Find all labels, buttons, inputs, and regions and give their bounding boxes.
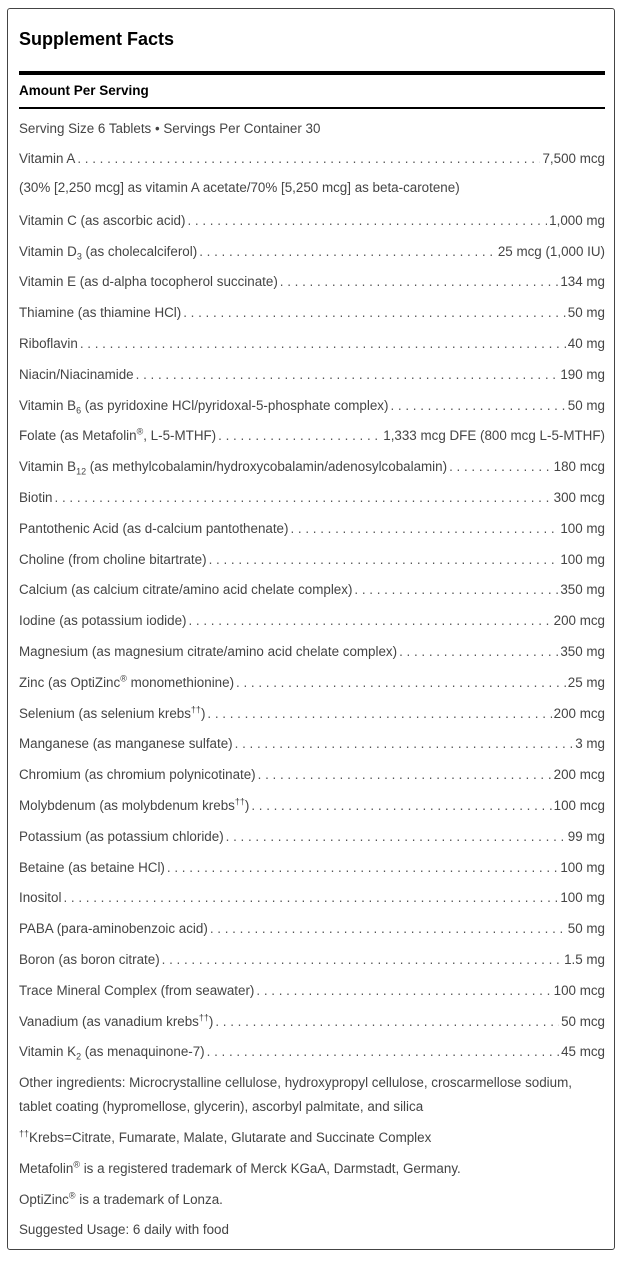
- nutrient-row: [19, 272, 605, 292]
- dot-leader: [207, 1042, 559, 1062]
- dot-leader: [63, 888, 558, 908]
- nutrient-amount: 100 mg: [560, 551, 605, 567]
- nutrient-amount: 25 mg: [567, 674, 605, 690]
- superscript: ®: [120, 673, 127, 684]
- nutrient-row: [19, 1012, 605, 1032]
- nutrient-name-text: Vanadium (as vanadium krebs: [19, 1013, 199, 1029]
- dot-leader: [55, 488, 552, 508]
- nutrient-name: [19, 611, 186, 631]
- nutrient-amount: 99 mg: [567, 828, 605, 844]
- serving-info: Serving Size 6 Tablets • Servings Per Container 30: [19, 121, 321, 136]
- nutrient-name-text: Thiamine (as thiamine HCl): [19, 305, 182, 321]
- superscript: ††: [198, 1012, 209, 1023]
- nutrient-amount: 40 mg: [567, 336, 605, 351]
- nutrient-row: [19, 919, 605, 939]
- nutrient-name-text: Manganese (as manganese sulfate): [19, 736, 233, 752]
- nutrient-name-text: Magnesium (as magnesium citrate/amino acid chelate complex): [19, 644, 398, 659]
- dot-leader: [210, 919, 566, 939]
- nutrient-amount: 100 mcg: [553, 798, 605, 813]
- nutrient-name-text: Vitamin K: [19, 1044, 77, 1060]
- dot-leader: [183, 303, 566, 323]
- nutrient-row: [19, 334, 605, 354]
- nutrient-row: [19, 457, 605, 477]
- nutrient-amount: 50 mcg: [561, 1013, 605, 1029]
- dot-leader: [215, 1012, 559, 1032]
- nutrient-row: [19, 211, 605, 231]
- nutrient-name-text: Boron (as boron citrate): [19, 952, 160, 967]
- nutrient-name-suffix: (as methylcobalamin/hydroxycobalamin/adenosylcobalamin): [86, 459, 448, 475]
- nutrient-row: [19, 488, 605, 508]
- nutrient-name: [19, 1012, 213, 1032]
- nutrient-name: [19, 734, 233, 754]
- nutrient-name: [19, 1042, 205, 1062]
- krebs-footnote: [19, 1126, 609, 1150]
- nutrient-name: [19, 149, 75, 169]
- nutrient-name: [19, 242, 197, 262]
- nutrient-amount: 50 mg: [567, 305, 605, 321]
- optizinc-name: OptiZinc: [19, 1192, 69, 1207]
- registered-mark: ®: [68, 1190, 76, 1201]
- dot-leader: [236, 673, 566, 693]
- nutrient-amount: 100 mcg: [553, 982, 605, 998]
- nutrient-row: [19, 981, 605, 1001]
- nutrient-name-text: Vitamin B: [19, 397, 77, 413]
- nutrient-row: [19, 426, 605, 446]
- nutrient-amount: 50 mg: [567, 397, 605, 413]
- subscript: 2: [76, 1052, 82, 1063]
- dot-leader: [354, 580, 558, 600]
- metafolin-footnote: [19, 1157, 609, 1181]
- nutrient-name: [19, 457, 447, 477]
- dot-leader: [80, 334, 566, 354]
- nutrient-name-text: Iodine (as potassium iodide): [19, 613, 187, 629]
- dot-leader: [187, 211, 547, 231]
- nutrient-name: [19, 550, 207, 570]
- nutrient-name: [19, 272, 278, 292]
- nutrient-row: [19, 765, 605, 785]
- nutrient-amount: 350 mg: [560, 644, 605, 659]
- dot-leader: [256, 981, 551, 1001]
- superscript: ††: [234, 796, 245, 807]
- nutrient-amount: 200 mcg: [553, 613, 605, 629]
- nutrient-name: [19, 765, 256, 785]
- nutrient-name: [19, 950, 160, 970]
- nutrient-amount: 190 mg: [560, 366, 605, 382]
- nutrient-row: [19, 673, 605, 693]
- dot-leader: [209, 550, 559, 570]
- nutrient-row: [19, 858, 605, 878]
- dot-leader: [258, 765, 552, 785]
- metafolin-text: is a registered trademark of Merck KGaA, Darmstadt, Germany.: [79, 1161, 461, 1176]
- nutrient-row: [19, 149, 605, 169]
- dot-leader: [218, 426, 381, 446]
- nutrient-name-text: Vitamin D: [19, 243, 77, 259]
- krebs-footnote-text: Krebs=Citrate, Fumarate, Malate, Glutarate and Succinate Complex: [29, 1130, 432, 1145]
- thin-divider: [19, 107, 605, 109]
- nutrient-name-text: Choline (from choline bitartrate): [19, 551, 207, 567]
- nutrient-name-text: Zinc (as OptiZinc: [19, 674, 121, 690]
- nutrient-name: [19, 211, 185, 231]
- dot-leader: [251, 796, 551, 816]
- dot-leader: [390, 396, 565, 416]
- dot-leader: [207, 704, 551, 724]
- nutrient-amount: 100 mg: [560, 859, 605, 875]
- dot-leader: [77, 149, 540, 169]
- nutrient-row: [19, 950, 605, 970]
- panel-title: Supplement Facts: [19, 29, 175, 49]
- nutrient-name-text: Molybdenum (as molybdenum krebs: [19, 798, 235, 813]
- nutrient-row: [19, 550, 605, 570]
- nutrient-amount: 350 mg: [560, 582, 605, 598]
- nutrient-name: [19, 580, 352, 600]
- nutrient-row: [19, 580, 605, 600]
- thick-divider: [19, 71, 605, 75]
- nutrient-name: [19, 642, 397, 662]
- dot-leader: [136, 365, 559, 385]
- dot-leader: [290, 519, 558, 539]
- nutrient-name: [19, 796, 249, 816]
- nutrient-row: [19, 796, 605, 816]
- nutrient-name-text: Vitamin C (as ascorbic acid): [19, 212, 186, 228]
- nutrient-name-text: Vitamin B: [19, 459, 77, 475]
- nutrient-amount: 50 mg: [567, 921, 605, 937]
- nutrient-amount: 200 mcg: [553, 767, 605, 783]
- dot-leader: [280, 272, 559, 292]
- nutrient-name-text: Inositol: [19, 890, 62, 906]
- other-ingredients-line-2: tablet coating (hypromellose, glycerin), ascorbyl palmitate, and silica: [19, 1099, 424, 1114]
- registered-mark: ®: [73, 1159, 80, 1170]
- suggested-usage: Suggested Usage: 6 daily with food: [19, 1222, 229, 1237]
- nutrient-amount: 134 mg: [560, 274, 605, 290]
- superscript: ††: [190, 704, 201, 715]
- nutrient-amount: 1.5 mg: [564, 952, 605, 967]
- nutrient-name: [19, 396, 388, 416]
- nutrient-amount: 7,500 mcg: [542, 151, 605, 166]
- nutrient-row: [19, 611, 605, 631]
- supplement-facts-panel: [7, 8, 615, 1250]
- nutrient-name: [19, 981, 254, 1001]
- nutrient-name: [19, 919, 208, 939]
- dagger-mark: ††: [19, 1128, 30, 1139]
- nutrient-name: [19, 888, 61, 908]
- nutrient-name-text: Vitamin A: [19, 151, 76, 166]
- nutrient-name: [19, 704, 205, 724]
- subscript: 3: [76, 251, 82, 262]
- nutrient-name-suffix: (as menaquinone-7): [81, 1044, 205, 1060]
- nutrient-name-text: Calcium (as calcium citrate/amino acid chelate complex): [19, 582, 353, 598]
- nutrient-name: [19, 673, 234, 693]
- nutrient-name-text: Betaine (as betaine HCl): [19, 859, 165, 875]
- subscript: 12: [76, 466, 87, 477]
- dot-leader: [188, 611, 551, 631]
- nutrient-name-text: Biotin: [19, 490, 53, 505]
- nutrient-row: [19, 888, 605, 908]
- nutrient-name: [19, 519, 288, 539]
- vitamin-a-note: (30% [2,250 mcg] as vitamin A acetate/70% [5,250 mcg] as beta-carotene): [19, 180, 460, 195]
- metafolin-name: Metafolin: [19, 1161, 74, 1176]
- other-ingredients-line-1: Other ingredients: Microcrystalline cellulose, hydroxypropyl cellulose, croscarmellose sodium,: [19, 1075, 572, 1090]
- optizinc-text: is a trademark of Lonza.: [75, 1192, 223, 1207]
- nutrient-name-suffix: (as cholecalciferol): [81, 243, 198, 259]
- nutrient-amount: 200 mcg: [553, 705, 605, 721]
- nutrient-name-suffix: ): [200, 705, 206, 721]
- nutrient-name-suffix: ): [244, 798, 250, 813]
- nutrient-name-suffix: (as pyridoxine HCl/pyridoxal-5-phosphate complex): [81, 397, 389, 413]
- nutrient-name: [19, 488, 53, 508]
- nutrient-name-suffix: , L-5-MTHF): [143, 428, 217, 444]
- dot-leader: [399, 642, 558, 662]
- dot-leader: [199, 242, 496, 262]
- nutrient-row: [19, 519, 605, 539]
- nutrient-amount: 45 mcg: [561, 1044, 605, 1060]
- nutrient-row: [19, 827, 605, 847]
- nutrient-amount: 300 mcg: [553, 490, 605, 505]
- nutrient-amount: 1,000 mg: [549, 212, 605, 228]
- nutrient-amount: 1,333 mcg DFE (800 mcg L-5-MTHF): [383, 428, 605, 444]
- nutrient-name: [19, 827, 224, 847]
- nutrient-name: [19, 303, 181, 323]
- dot-leader: [226, 827, 566, 847]
- nutrient-row: [19, 365, 605, 385]
- nutrient-amount: 100 mg: [560, 890, 605, 906]
- optizinc-footnote: [19, 1188, 609, 1212]
- superscript: ®: [136, 426, 144, 437]
- nutrient-row: [19, 396, 605, 416]
- nutrient-row: [19, 242, 605, 262]
- nutrient-row: [19, 642, 605, 662]
- nutrient-name-text: Riboflavin: [19, 336, 78, 351]
- dot-leader: [235, 734, 574, 754]
- nutrient-row: [19, 734, 605, 754]
- nutrient-amount: 3 mg: [575, 736, 605, 752]
- dot-leader: [167, 858, 558, 878]
- nutrient-row: [19, 704, 605, 724]
- nutrient-name-text: Vitamin E (as d-alpha tocopherol succinate): [19, 274, 278, 290]
- nutrient-name: [19, 334, 78, 354]
- nutrient-name: [19, 365, 134, 385]
- nutrient-name-text: Trace Mineral Complex (from seawater): [19, 982, 255, 998]
- amount-per-serving-heading: Amount Per Serving: [19, 83, 149, 98]
- nutrient-name-text: PABA (para-aminobenzoic acid): [19, 921, 208, 937]
- nutrient-name-text: Pantothenic Acid (as d-calcium pantothenate): [19, 520, 289, 536]
- nutrient-row: [19, 303, 605, 323]
- nutrient-name-text: Potassium (as potassium chloride): [19, 828, 224, 844]
- nutrient-amount: 180 mcg: [553, 459, 605, 475]
- nutrient-name: [19, 426, 216, 446]
- nutrient-name-suffix: ): [208, 1013, 214, 1029]
- nutrient-name-text: Folate (as Metafolin: [19, 428, 137, 444]
- nutrient-name-text: Selenium (as selenium krebs: [19, 705, 191, 721]
- nutrient-name-suffix: monomethionine): [126, 674, 235, 690]
- nutrient-row: [19, 1042, 605, 1062]
- nutrient-name-text: Niacin/Niacinamide: [19, 366, 134, 382]
- nutrient-name: [19, 858, 165, 878]
- subscript: 6: [76, 405, 82, 416]
- nutrient-name-text: Chromium (as chromium polynicotinate): [19, 767, 256, 783]
- dot-leader: [449, 457, 552, 477]
- nutrient-amount: 25 mcg (1,000 IU): [497, 243, 605, 259]
- nutrient-amount: 100 mg: [560, 520, 605, 536]
- dot-leader: [162, 950, 562, 970]
